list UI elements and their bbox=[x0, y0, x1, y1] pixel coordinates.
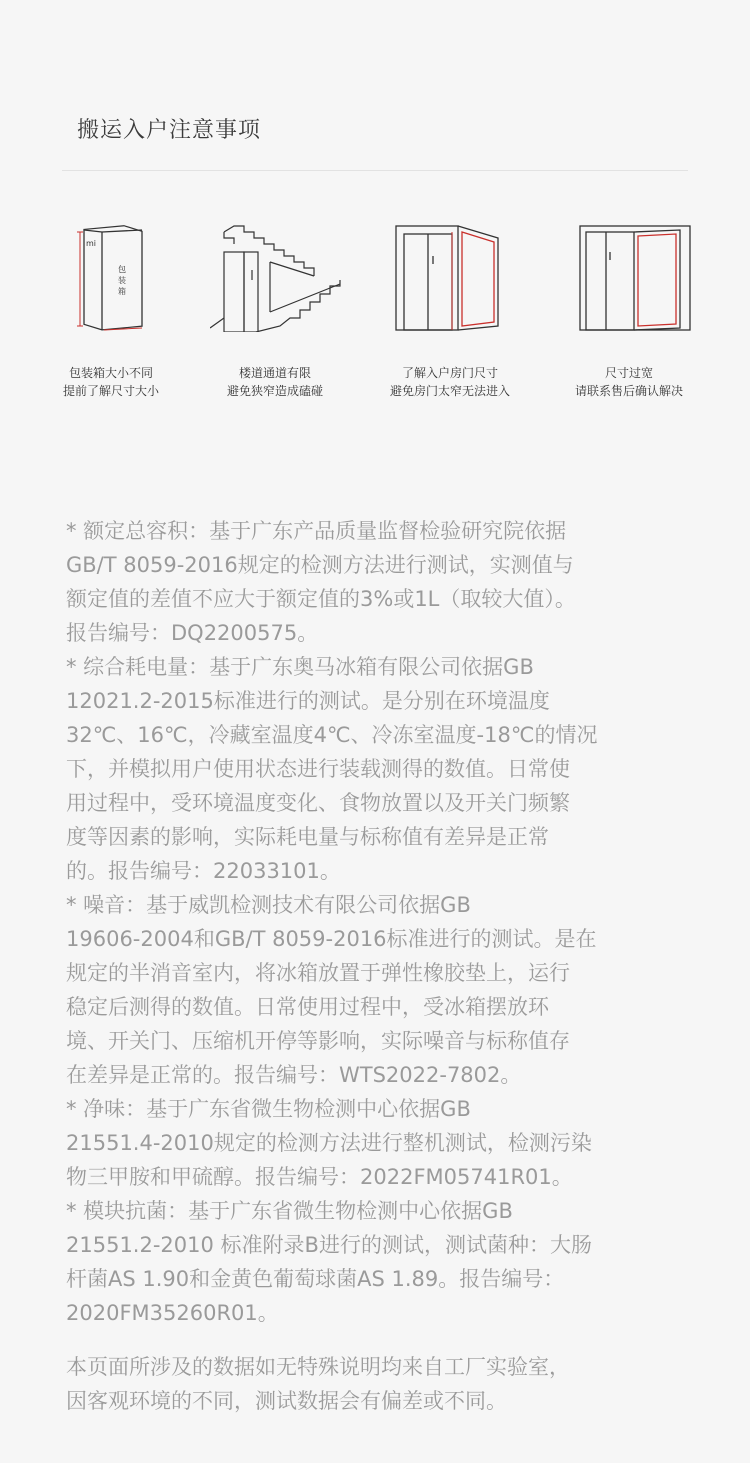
note-line: 2020FM35260R01。 bbox=[66, 1301, 279, 1325]
note-line: 21551.2-2010 标准附录B进行的测试，测试菌种：大肠 bbox=[66, 1233, 592, 1257]
box-logo: mi bbox=[86, 239, 97, 248]
note-line: 额定值的差值不应大于额定值的3%或1L（取较大值）。 bbox=[66, 587, 576, 611]
note-line: 19606-2004和GB/T 8059-2016标准进行的测试。是在 bbox=[66, 927, 597, 951]
stairs-icon bbox=[210, 222, 340, 332]
note-line: 报告编号：DQ2200575。 bbox=[66, 621, 319, 645]
note-antibacterial bbox=[66, 1194, 686, 1330]
packaging-box-icon bbox=[60, 222, 190, 332]
note-line: 32℃、16℃，冷藏室温度4℃、冷冻室温度-18℃的情况 bbox=[66, 723, 598, 747]
title-divider bbox=[62, 170, 688, 171]
caption-line: 提前了解尺寸大小 bbox=[62, 384, 159, 398]
footnotes bbox=[66, 514, 686, 1330]
note-line: 物三甲胺和甲硫醇。报告编号：2022FM05741R01。 bbox=[66, 1165, 573, 1189]
caption-line: 避免房门太窄无法进入 bbox=[389, 384, 510, 398]
note-line: 稳定后测得的数值。日常使用过程中，受冰箱摆放环 bbox=[66, 995, 549, 1019]
disclaimer-line: 因客观环境的不同，测试数据会有偏差或不同。 bbox=[66, 1389, 507, 1413]
box-label-2: 装 bbox=[118, 276, 126, 285]
note-line: 规定的半消音室内，将冰箱放置于弹性橡胶垫上，运行 bbox=[66, 961, 570, 985]
caption-line: 包装箱大小不同 bbox=[68, 366, 153, 380]
page-title: 搬运入户注意事项 bbox=[77, 118, 262, 143]
tips-icon-row bbox=[60, 222, 700, 332]
note-odor bbox=[66, 1092, 686, 1194]
note-line: 下，并模拟用户使用状态进行装载测得的数值。日常使 bbox=[66, 757, 570, 781]
note-line: GB/T 8059-2016规定的检测方法进行测试，实测值与 bbox=[66, 553, 574, 577]
note-line: * 模块抗菌：基于广东省微生物检测中心依据GB bbox=[66, 1199, 513, 1223]
note-power bbox=[66, 650, 686, 888]
caption-line: 避免狭窄造成磕碰 bbox=[226, 384, 323, 398]
caption-door bbox=[365, 364, 535, 400]
note-line: * 综合耗电量：基于广东奥马冰箱有限公司依据GB bbox=[66, 655, 534, 679]
caption-line: 了解入户房门尺寸 bbox=[401, 366, 498, 380]
note-line: 在差异是正常的。报告编号：WTS2022-7802。 bbox=[66, 1063, 522, 1087]
note-line: 境、开关门、压缩机开停等影响，实际噪音与标称值存 bbox=[66, 1029, 570, 1053]
box-label-1: 包 bbox=[118, 265, 126, 274]
caption-line: 请联系售后确认解决 bbox=[574, 384, 683, 398]
caption-line: 楼道通道有限 bbox=[238, 366, 311, 380]
caption-stairs bbox=[190, 364, 360, 400]
note-noise bbox=[66, 888, 686, 1092]
note-line: 的。报告编号：22033101。 bbox=[66, 859, 341, 883]
note-line: * 额定总容积：基于广东产品质量监督检验研究院依据 bbox=[66, 519, 567, 543]
note-line: 用过程中，受环境温度变化、食物放置以及开关门频繁 bbox=[66, 791, 570, 815]
box-label-3: 箱 bbox=[118, 287, 126, 296]
oversize-fridge-icon bbox=[570, 222, 700, 332]
note-line: 12021.2-2015标准进行的测试。是分别在环境温度 bbox=[66, 689, 550, 713]
caption-packaging bbox=[26, 364, 196, 400]
note-line: * 噪音：基于威凯检测技术有限公司依据GB bbox=[66, 893, 471, 917]
note-line: 21551.4-2010规定的检测方法进行整机测试，检测污染 bbox=[66, 1131, 592, 1155]
data-disclaimer bbox=[66, 1350, 686, 1418]
caption-line: 尺寸过宽 bbox=[604, 366, 653, 380]
note-capacity bbox=[66, 514, 686, 650]
open-door-fridge-icon bbox=[390, 222, 520, 332]
note-line: * 净味：基于广东省微生物检测中心依据GB bbox=[66, 1097, 471, 1121]
caption-oversize bbox=[544, 364, 714, 400]
disclaimer-line: 本页面所涉及的数据如无特殊说明均来自工厂实验室， bbox=[66, 1355, 570, 1379]
note-line: 度等因素的影响，实际耗电量与标称值有差异是正常 bbox=[66, 825, 549, 849]
note-line: 杆菌AS 1.90和金黄色葡萄球菌AS 1.89。报告编号： bbox=[66, 1267, 565, 1291]
